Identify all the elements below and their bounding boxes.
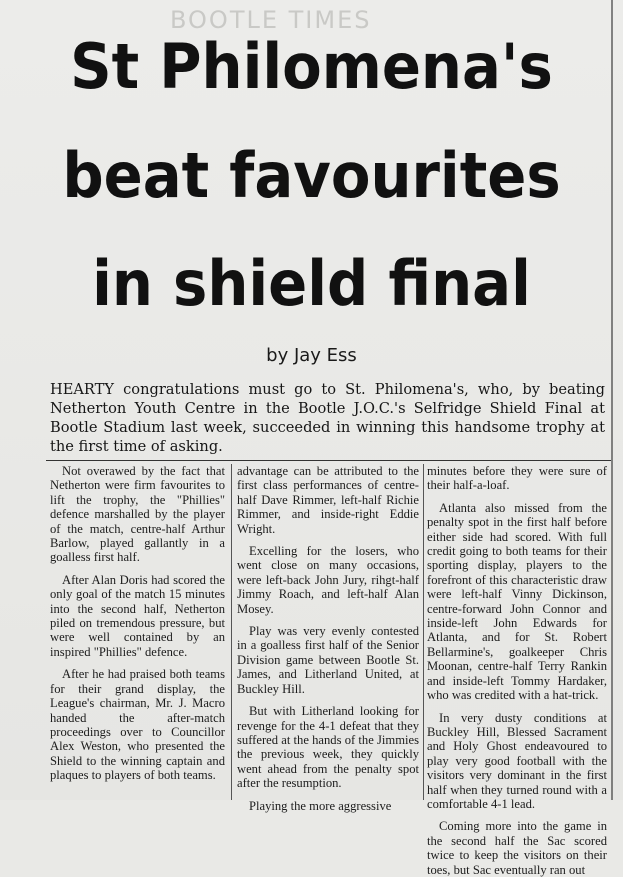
column-divider-1	[231, 464, 232, 800]
section-divider	[46, 460, 611, 461]
page-edge-rule	[611, 0, 613, 800]
col2-paragraph: Playing the more aggressive	[249, 798, 392, 813]
col3-paragraph: In very dusty conditions at Buckley Hill, Blessed Sacrament and Holy Ghost endeavoured to play very good football with the visitors very dominant in the first half when they turned round with a comfortable 4-1 lead.	[427, 710, 607, 811]
col2-paragraph: But with Litherland looking for revenge for the 4-1 defeat that they suffered at the hands of the Jimmies the previous week, they quickly went ahead from the penalty spot after the resumption.	[237, 704, 419, 791]
headline-line-3: in shield final	[92, 247, 531, 320]
col2-paragraph: advantage can be attributed to the first class performances of centre-half Dave Rimmer, left-half Richie Rimmer, and inside-right Eddie Wright.	[237, 464, 419, 536]
lead-paragraph: HEARTY congratulations must go to St. Philomena's, who, by beating Netherton Youth Centre in the Bootle J.O.C.'s Selfridge Shield Final at Bootle Stadium last week, succeeded in winning this handsome trophy at the first time of asking.	[50, 381, 605, 455]
col2-paragraph: Excelling for the losers, who went close on many occasions, were left-back John Jury, rihgt-half Jimmy Roach, and left-half Alan Mosey.	[237, 544, 419, 616]
col3-paragraph: Atlanta also missed from the penalty spot in the first half before either side had scored. With full credit going to both teams for their sporting display, players to the forefront of this characteristic draw were left-half Vinny Dickinson, centre-forward John Connor and inside-left John Edwards for Atlanta, and for St. Robert Bellarmine's, goalkeeper Chris Moonan, centre-half Terry Rankin and inside-left Tommy Hardaker, who was credited with a hat-trick.	[427, 500, 607, 703]
headline-line-1: St Philomena's	[70, 30, 553, 103]
column-3	[427, 464, 607, 877]
byline: by Jay Ess	[266, 345, 357, 366]
col2-paragraph: Play was very evenly contested in a goalless first half of the Senior Division game between Bootle St. James, and Litherland United, at Buckley Hill.	[237, 624, 419, 696]
col1-paragraph: After Alan Doris had scored the only goal of the match 15 minutes into the second half, Netherton piled on tremendous pressure, but were well contained by an inspired "Phillies" defence.	[50, 572, 225, 659]
column-divider-2	[423, 464, 424, 800]
col3-paragraph: minutes before they were sure of their half-a-loaf.	[427, 464, 607, 493]
column-1	[50, 464, 225, 800]
headline-line-2: beat favourites	[62, 139, 561, 212]
masthead-ghost-text: BOOTLE TIMES	[170, 6, 372, 34]
col3-paragraph: Coming more into the game in the second half the Sac scored twice to keep the visitors on their toes, but Sac eventually ran out	[427, 819, 607, 877]
column-2	[237, 464, 419, 813]
col1-paragraph: Not overawed by the fact that Netherton were firm favourites to lift the trophy, the "Phillies" defence marshalled by the player of the match, centre-half Arthur Barlow, played gallantly in a goalless first half.	[50, 464, 225, 565]
col1-paragraph: After he had praised both teams for their grand display, the League's chairman, Mr. J. Macro handed the after-match proceedings over to Councillor Alex Weston, who presented the Shield to the winning captain and plaques to players of both teams.	[50, 667, 225, 783]
